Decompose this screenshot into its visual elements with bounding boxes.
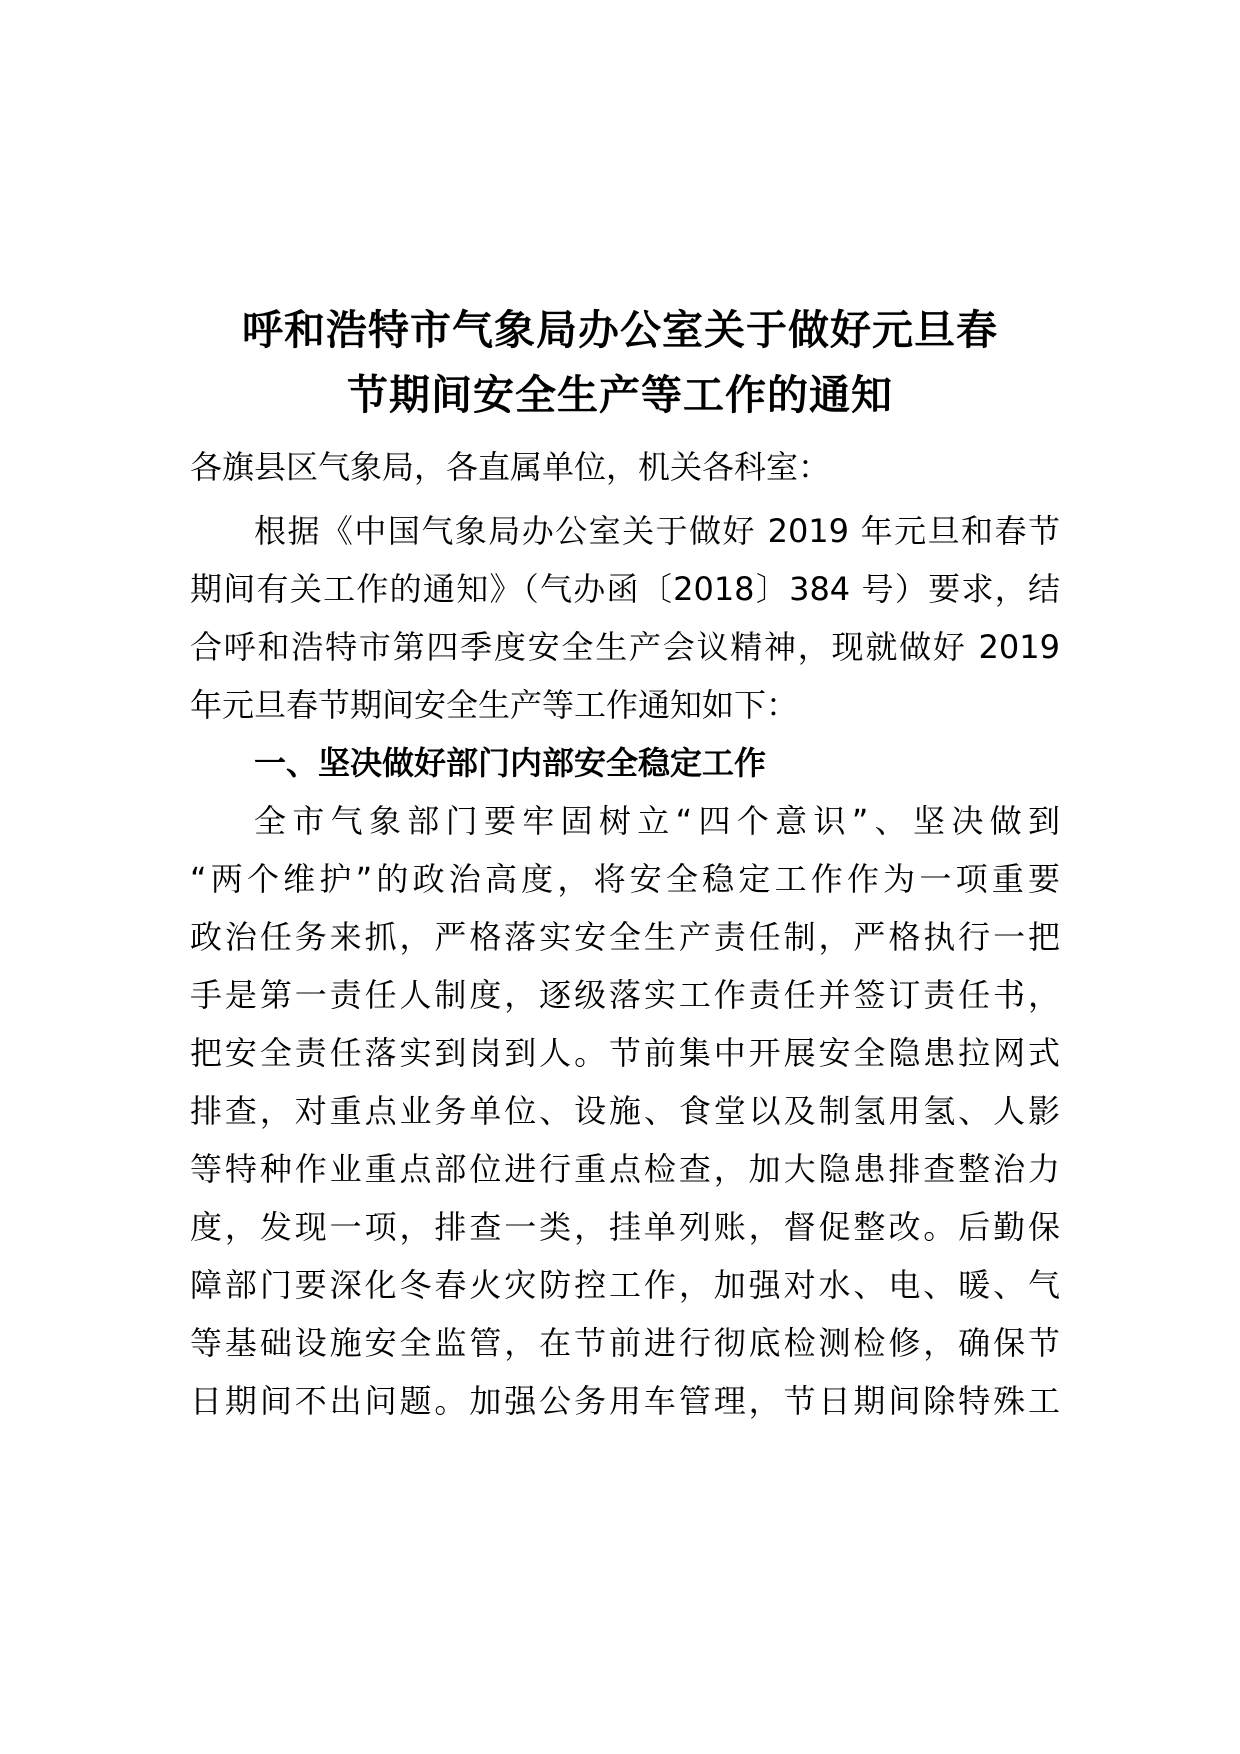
paragraph2-line-7: 等特种作业重点部位进行重点检查，加大隐患排查整治力 [190, 1150, 1060, 1188]
title-line-1: 呼和浩特市气象局办公室关于做好元旦春 [242, 306, 998, 354]
salutation: 各旗县区气象局，各直属单位，机关各科室： [190, 448, 831, 486]
paragraph2-line-4: 手是第一责任人制度，逐级落实工作责任并签订责任书， [190, 976, 1060, 1014]
paragraph2-line-2: “两个维护”的政治高度，将安全稳定工作作为一项重要 [190, 860, 1060, 898]
title-line-2: 节期间安全生产等工作的通知 [347, 371, 893, 419]
section1-heading: 一、坚决做好部门内部安全稳定工作 [254, 744, 767, 782]
paragraph2-line-8: 度，发现一项，排查一类，挂单列账，督促整改。后勤保 [190, 1208, 1060, 1246]
paragraph2-line-11: 日期间不出问题。加强公务用车管理，节日期间除特殊工 [190, 1382, 1060, 1420]
paragraph2-line-5: 把安全责任落实到岗到人。节前集中开展安全隐患拉网式 [190, 1034, 1060, 1072]
paragraph2-line-3: 政治任务来抓，严格落实安全生产责任制，严格执行一把 [190, 918, 1060, 956]
paragraph2-line-10: 等基础设施安全监管，在节前进行彻底检测检修，确保节 [190, 1324, 1060, 1362]
document-title [0, 298, 1240, 428]
paragraph1-line-3: 合呼和浩特市第四季度安全生产会议精神，现就做好 2019 [190, 628, 1060, 666]
paragraph2-line-6: 排查，对重点业务单位、设施、食堂以及制氢用氢、人影 [190, 1092, 1060, 1130]
paragraph1-line-2: 期间有关工作的通知》（气办函〔2018〕384 号）要求，结 [190, 570, 1060, 608]
paragraph1-line-1: 根据《中国气象局办公室关于做好 2019 年元旦和春节 [254, 512, 1060, 550]
paragraph2-line-9: 障部门要深化冬春火灾防控工作，加强对水、电、暖、气 [190, 1266, 1060, 1304]
paragraph2-line-1: 全市气象部门要牢固树立“四个意识”、坚决做到 [254, 802, 1060, 840]
paragraph1-line-4: 年元旦春节期间安全生产等工作通知如下： [190, 686, 799, 724]
